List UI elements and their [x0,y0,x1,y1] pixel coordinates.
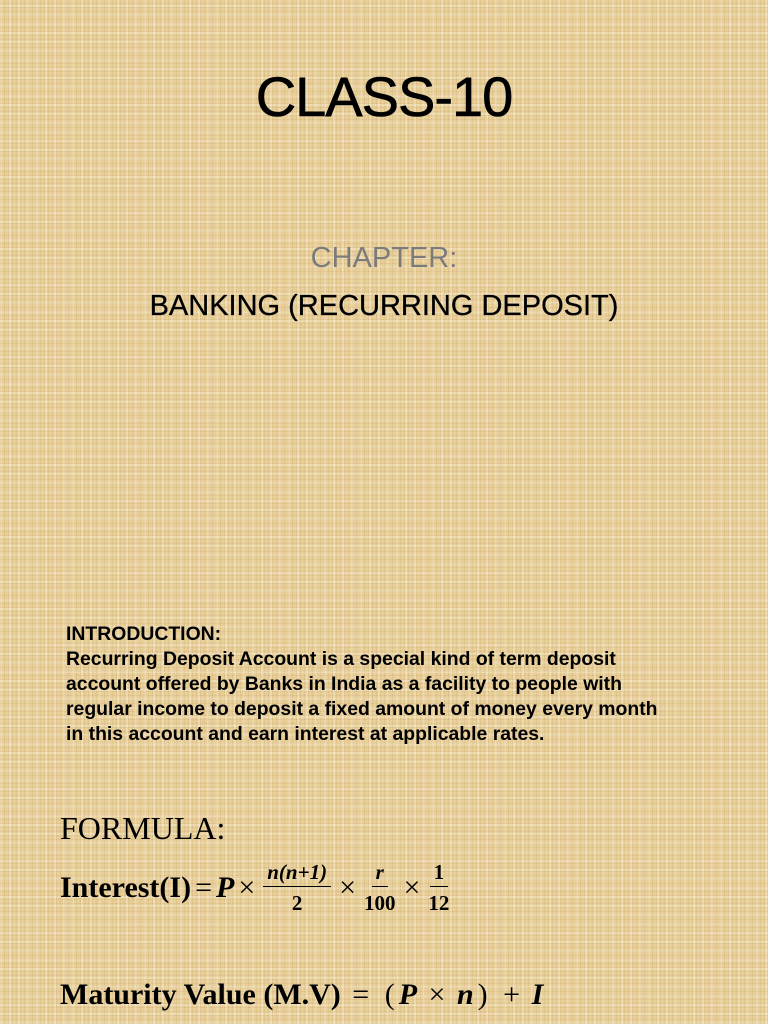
open-paren: ( [384,978,395,1011]
maturity-formula [60,978,543,1012]
close-paren: ) [477,978,488,1011]
plus-sign: + [503,978,521,1011]
fraction-rate [364,860,396,915]
chapter-title: BANKING (RECURRING DEPOSIT) [149,290,619,322]
times-sign: × [428,978,446,1011]
introduction-line: Recurring Deposit Account is a special kind of term deposit [66,648,616,670]
times-sign: × [403,870,421,904]
principal-symbol: P [216,870,235,904]
maturity-lhs: Maturity Value (M.V) [60,978,341,1011]
interest-formula [60,860,453,915]
fraction-numerator: r [372,860,388,887]
fraction-denominator: 12 [428,891,450,915]
chapter-label: CHAPTER: [310,242,458,274]
fraction-numerator: n(n+1) [263,860,331,887]
fraction-numerator: 1 [430,860,449,887]
principal-symbol: P [398,978,418,1011]
fraction-denominator: 100 [363,891,396,915]
equals-sign: = [352,978,370,1011]
introduction-block [66,622,726,747]
equals-sign: = [195,870,212,904]
times-sign: × [238,870,256,904]
interest-symbol: I [531,978,544,1011]
months-symbol: n [456,978,474,1011]
introduction-line: account offered by Banks in India as a facility to people with [66,673,622,695]
fraction-denominator: 2 [291,891,303,915]
introduction-line: in this account and earn interest at applicable rates. [66,723,545,745]
page-title: CLASS-10 [255,65,513,128]
formula-heading: FORMULA: [60,810,226,846]
interest-lhs: Interest(I) [60,870,192,904]
fraction-n-terms [263,860,331,915]
times-sign: × [339,870,356,904]
introduction-line: regular income to deposit a fixed amount of money every month [66,698,658,720]
introduction-heading: INTRODUCTION: [66,623,222,645]
fraction-month [428,860,449,915]
